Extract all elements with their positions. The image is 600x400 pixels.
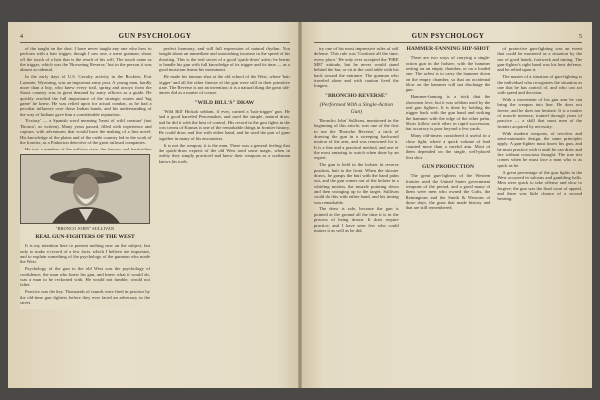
cowboy-portrait-image (21, 155, 150, 224)
broncho-reverse-heading: "BRONCHO REVERSE" (324, 92, 388, 99)
paragraph: Practice was the key. Thousands of rounds were fired in practice by the old-time gun fighters before they ever faced an adversary in the street. (20, 289, 150, 305)
paragraph: Many old-timers considered it useful in a close fight, where a quick volume of lead counted more than a careful aim. Most of them depended on the single, well-placed first shot. (405, 133, 491, 160)
photo-caption: "BRONCO JOHN" SULLIVAN (55, 226, 115, 231)
right-page-header (314, 32, 582, 43)
left-column-1-lower (20, 243, 150, 306)
broncho-reverse-subheading: (Performed With a Single-Action Gun) (319, 102, 394, 115)
left-page (8, 22, 300, 388)
paragraph: Psychology of the gun to the old West was the psychology of confidence; the man who knew his gun, and knew what it would do, was a man to be reckoned with. He would not fumble, would not falter. (20, 266, 150, 288)
left-running-title: GUN PSYCHOLOGY (118, 32, 192, 40)
photo-block (20, 150, 152, 309)
paragraph: Hammer-fanning is a trick that the showmen love, but it was seldom used by the real gun fighters. It is done by holding the trigger back with the gun hand and striking the hammer with the edge of the other palm. Shots follow each other in rapid succession, but accuracy is poor beyond a few yards. (405, 94, 491, 132)
wild-bill-heading: "WILD BILL'S" DRAW (194, 99, 255, 106)
paragraph: 'Ecstasy' — a Spanish word meaning 'beast of wild creature' (not 'Bronco', as written). Many years passed, filled with experience and capture, with adventures that would have the making of a fine novel. His knowledge of the plains and of the cattle country led to the work of the frontier, as a Pinkerton detective of the great railroad companies. (20, 118, 152, 145)
right-column-3 (497, 46, 582, 383)
real-gun-fighters-heading: REAL GUN-FIGHTERS OF THE WEST (35, 234, 135, 240)
left-column-2 (159, 46, 291, 383)
right-running-title: GUN PSYCHOLOGY (411, 32, 485, 40)
left-page-header (20, 32, 290, 43)
right-page-number: 5 (579, 34, 582, 40)
paragraph: of the taught on the shot. I have never taught any one who how to perform with a hair trigger, though I saw one, a mere gunman, shoot off the touch of a hair that is the result of his will. The touch came as the trigger, which was the 'Browning Reverse,' but in the person it was almost accidental. (20, 46, 152, 73)
left-page-number: 4 (20, 34, 23, 40)
right-column-1 (314, 46, 399, 383)
right-page-columns (314, 46, 582, 383)
page-fold (298, 22, 302, 388)
paragraph: The draw is safe, because the gun is pointed at the ground all the time it is in the process of being drawn. It does require practice, and I have seen few who could master it as well as he did. (314, 206, 399, 233)
paragraph: It is my intention here to present nothing new on the subject, but only to make a record of a few facts, which I believe are important, and to explain something of the psychology of the gunman who made the West. (20, 243, 150, 265)
paragraph: With modern weapons, of revolver and semi-automatic design, the same principles apply. A gun-fighter must know his gun, and he must practice with it until he can draw and fire without conscious thought. The true test comes when he must face a man who is as quick as he. (497, 130, 583, 168)
paragraph: There are two ways of carrying a single-action gun in the holster; with the hammer resting on an empty chamber, or on a loaded one. The safest is to carry the hammer down on the empty chamber, so that an accidental blow on the hammer will not discharge the gun. (405, 55, 491, 93)
paragraph: of protective gun-fighting was an event that could be mastered as a situation by the use of good hands, footwork and timing. The gun-fighter's right hand was his best defense, and he relied upon it. (497, 46, 583, 73)
paragraph: With a movement of his gun arm he can bring the weapon into line. He does not freeze, and he does not hesitate. It is a matter of muscle memory, trained through years of practice — a skill that most men of the frontier acquired by necessity. (497, 97, 583, 129)
paragraph: The gun is held in the holster in reverse position, butt to the front. When the shooter draws, he grasps the butt with the hand palm out, and the gun comes out of the holster in a whirling motion, the muzzle pointing down and then swinging up to the target. Sullivan could do this with either hand, and his timing was remarkable. (314, 162, 399, 205)
right-page (300, 22, 592, 388)
paragraph: In the early days of U.S. Cavalry activity in the Rockies, Fort Laramie, Wyoming, was an important army post. A young man, hardly more than a boy, who knew every trail, spring and arroyo from the Sioux country was in great demand by army officers as a guide. He quickly reached the full importance of the strategic routes and 'big game' he knew. He was relied upon for actual combat, as he had a peculiar influence over those Indian bands, and his understanding of the way of Indians gave him a considerable reputation. (20, 74, 152, 117)
paragraph: The great gun-fighters of the Western frontier used the United States government weapons of the period, and a good many of them were men who owned the Colts, the Remingtons and the Smith & Wessons of those days, the guns that made history and that are still remembered. (405, 173, 491, 211)
paragraph: 'Broncho John' Sullivan, mentioned in the beginning of this article, was one of the first to use the 'Broncho Reverse,' a trick of drawing the gun in a sweeping backward motion of the arm, and was renowned for it. It is a fine and a practical method, and one of the most amazing to watch when done by an expert. (314, 117, 399, 161)
hammer-fanning-heading: HAMMER-FANNING HIP-SHOT (406, 46, 490, 52)
paragraph: try one of his most impressive rules of self defense. This rule was 'Confront all the time, every place.' He only ever accepted the 'FIRE ME!' attitude, but he never would stand behind the bar, or sit at the card table with his back toward the entrance. The gunman who traveled alone and with caution lived the longest. (314, 46, 399, 89)
paragraph: 'Wild Bill' Hickok seldom, if ever, carried a 'hair-trigger' gun. He had a good barreled Peacemaker, and used the simple, natural draw, and he did it with the best of control. His record in the gun fights in the cow towns of Kansas is one of the remarkable things in frontier history. He could draw and fire with either hand, and he used the pair of guns together in many of his encounters. (158, 109, 290, 141)
right-column-2 (406, 46, 491, 383)
paragraph: perfect harmony, and will full expression of natural rhythm. You bought about an immediate and astonishing increase in the speed of his shooting. This is the real secret of a good 'quick-draw' artist; he learns to handle his gun with full knowledge of its trigger and its time — as a good musician learns his instrument. (158, 46, 290, 73)
paragraph: He made his famous shot at the old school of the West, where 'hair trigger' and all the other finesse of the gun were still in their primitive state. The Reverse is not an invention; it is a natural thing the great old-timers did as a matter of course. (158, 74, 290, 96)
gun-production-heading: GUN PRODUCTION (421, 163, 475, 170)
paragraph: The master of a situation of gun-fighting is the individual who recognizes the situation as one that he has control of, and who can act with speed and decision. (497, 74, 583, 96)
paragraph: It is not the weapon; it is the man. There was a general feeling that the quick-draw experts of the old West used some magic, when in reality they simply practiced and knew their weapons as a craftsman knows his tools. (158, 142, 290, 164)
portrait-photo (20, 154, 150, 224)
paragraph: A great percentage of the gun fights in the West occurred in saloons and gambling halls. Men were quick to take offense and slow to forgive; the gun was the final court of appeal, and there was little chance of a second hearing. (497, 169, 583, 202)
